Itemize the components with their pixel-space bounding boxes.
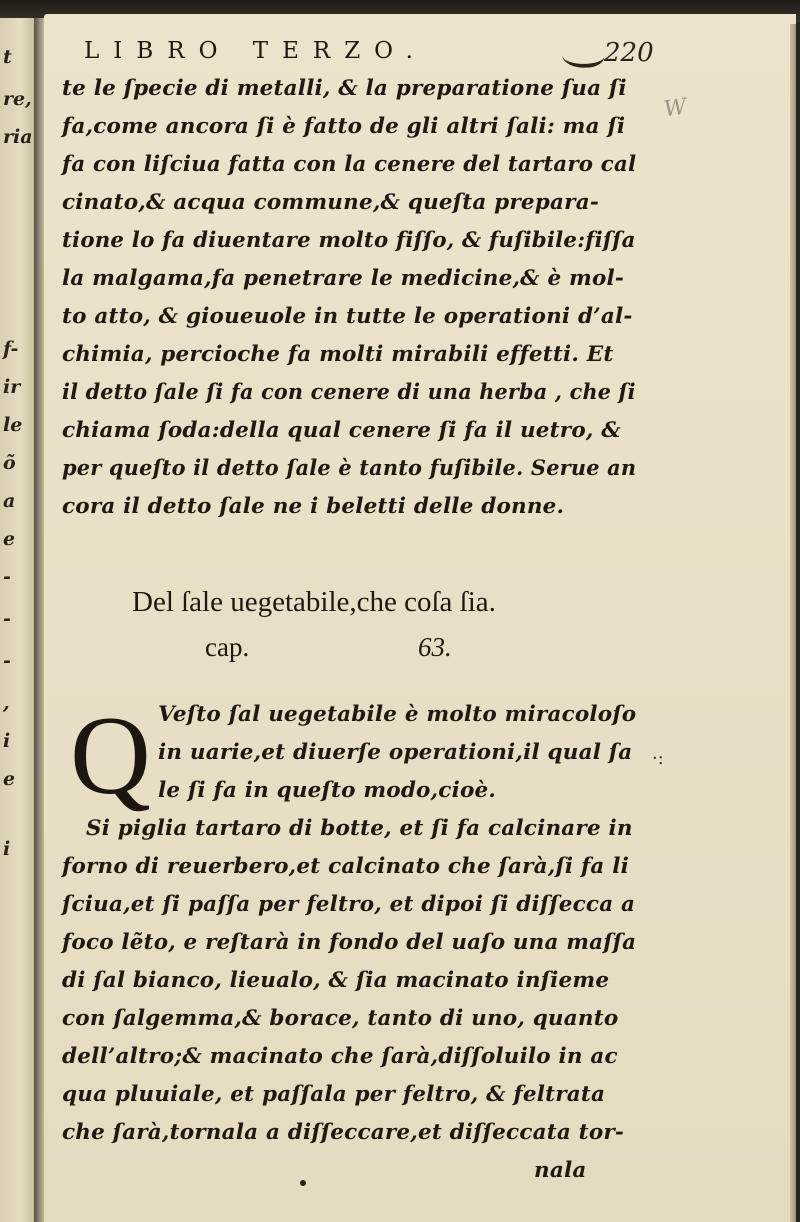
text-line: foco lẽto, e reſtarà in fondo del uaſo una maſſa: [62, 930, 637, 955]
catchword: nala: [534, 1158, 587, 1183]
text-line: dell’altro;& macinato che ſarà,diſſoluilo in ac: [62, 1044, 618, 1069]
left-fragment: ria: [3, 126, 33, 148]
left-fragment: f-: [3, 338, 19, 360]
left-fragment: -: [3, 608, 11, 630]
text-line: tione lo fa diuentare molto fiſſo, & fuſibile:fiſſa: [62, 228, 636, 253]
text-line: la malgama,fa penetrare le medicine,& è mol-: [62, 266, 624, 291]
left-fragment: re,: [3, 88, 32, 110]
text-line: le ſi fa in queſto modo,cioè.: [158, 778, 497, 803]
left-fragment: õ: [3, 452, 16, 474]
text-line: cora il detto ſale ne i beletti delle donne.: [62, 494, 565, 519]
text-line: che ſarà,tornala a diſſeccare,et diſſeccata tor-: [62, 1120, 625, 1145]
left-fragment: a: [3, 490, 16, 512]
left-fragment: le: [3, 414, 23, 436]
page-number: 220: [604, 38, 654, 68]
text-line: cinato,& acqua commune,& queſta prepara-: [62, 190, 599, 215]
text-line: fa,come ancora ſi è fatto de gli altri ſali: ma ſi: [62, 114, 626, 139]
text-line: ſciua,et ſi paſſa per feltro, et dipoi ſi diſſecca a: [62, 892, 636, 917]
text-line: Veſto ſal uegetabile è molto miracoloſo: [158, 702, 637, 727]
text-line: forno di reuerbero,et calcinato che ſarà,ſi fa li: [62, 854, 629, 879]
text-line: per queſto il detto ſale è tanto fuſibile. Serue an: [62, 456, 637, 481]
left-fragment: i: [3, 838, 11, 860]
text-line: to atto, & gioueuole in tutte le operationi d’al-: [62, 304, 633, 329]
left-fragment: -: [3, 650, 11, 672]
left-fragment: e: [3, 768, 16, 790]
text-line: chiama ſoda:della qual cenere ſi fa il uetro, &: [62, 418, 621, 443]
text-line: chimia, percioche fa molti mirabili effetti. Et: [62, 342, 614, 367]
left-fragment: ,: [3, 692, 10, 714]
running-head: LIBRO TERZO.: [84, 38, 427, 64]
text-line: di ſal bianco, lieualo, & ſia macinato inſieme: [62, 968, 610, 993]
left-fragment: i: [3, 730, 11, 752]
text-line: il detto ſale ſi fa con cenere di una herba , che ſi: [62, 380, 636, 405]
page-edge: [790, 24, 796, 1222]
left-fragment: t: [3, 46, 12, 68]
text-line: te le ſpecie di metalli, & la preparatione ſua ſi: [62, 76, 627, 101]
chapter-number: 63.: [418, 632, 452, 662]
left-fragment: -: [3, 566, 11, 588]
drop-cap-initial: Q: [70, 694, 151, 818]
ink-dot: [300, 1180, 306, 1186]
margin-note: W: [662, 94, 689, 123]
text-line: Si piglia tartaro di botte, et ſi fa calcinare in: [86, 816, 633, 841]
chapter-title: Del ſale uegetabile,che coſa ſia.: [132, 586, 496, 618]
text-line: con ſalgemma,& borace, tanto di uno, quanto: [62, 1006, 619, 1031]
margin-dots: ·:: [652, 748, 664, 769]
text-line: fa con liſciua fatta con la cenere del tartaro cal: [62, 152, 637, 177]
left-facing-page: [0, 18, 35, 1222]
left-fragment: e: [3, 528, 16, 550]
chapter-label: cap.: [205, 632, 250, 662]
left-fragment: ir: [3, 376, 21, 398]
text-line: qua pluuiale, et paſſala per feltro, & feltrata: [62, 1082, 606, 1107]
text-line: in uarie,et diuerſe operationi,il qual ſa: [158, 740, 633, 765]
